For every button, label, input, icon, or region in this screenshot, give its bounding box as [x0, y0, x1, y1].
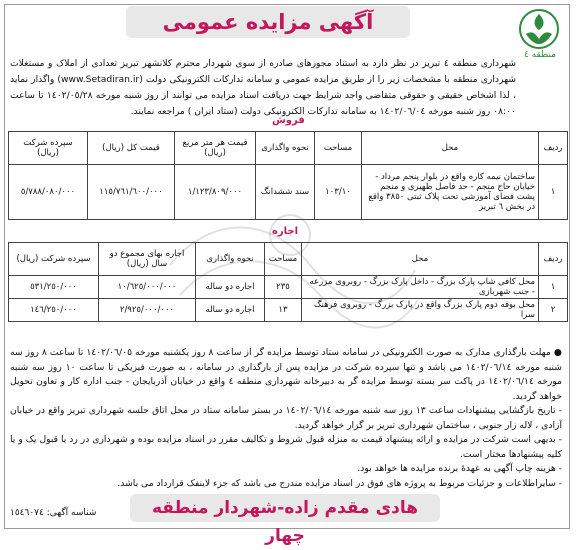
municipality-logo-icon — [518, 8, 560, 50]
cell-gheymat-kol: ١١٥/٧٦١/٦٠٠/٠٠٠ — [88, 165, 175, 220]
notes-section — [10, 346, 562, 491]
note-item: - سایراطلاعات و جزئیات مربوط به پروژه های فوق در اسناد مزایده مندرج می باشد که جزء لاینفک قرارداد می باشد. — [117, 477, 562, 489]
rent-table — [8, 242, 568, 322]
cell-gheymat-metr: ١/١٢٣/٨٠٩/٠٠٠ — [175, 165, 256, 220]
cell-mahal: محل بوفه دوم پارک بزرگ واقع در پارک بزرگ - روبروی فرهنگ سرا — [302, 299, 539, 322]
note-item: ● مهلت بارگذاری مدارک به صورت الکترونیکی در سامانه ستاد توسط مزایده گر از ساعت ٨ روز یکشنبه مورخه ١٤٠٢/٠٦/٠٥ تا ساعت ٨ روز سه شنبه مورخه ١٤٠٢/٠٦/١٤ می باشد و تنها سپرده شرکت در مزایده پس از بارگذاری در سامانه ، به صورت فیزیکی تا ساعت ١٠ روز سه شنبه مورخه ١٤٠٢/٠٦/١٤ در پاکت سر بسته توسط مزایده گر به دبیرخانه شهرداری منطقه ٤ واقع در خیابان آذربایجان - جنب اداره کار و تعاون تحویل خواهد گردید. — [10, 347, 562, 402]
logo-caption: منطقه ٤ — [523, 50, 556, 60]
col-ejare: اجاره بهای مجموع دو سال (ریال) — [99, 243, 196, 276]
col-mahal: محل — [362, 132, 539, 165]
signature-banner: هادی مقدم زاده-شهردار منطقه چهار — [130, 494, 440, 522]
col-seporde: سپرده شرکت (ریال) — [9, 243, 99, 276]
col-radif: ردیف — [539, 132, 568, 165]
ad-id: شناسه آگهی: ١٥٤٦٠٧٤ — [10, 508, 97, 518]
table-row — [9, 299, 568, 322]
col-nahve: نحوه واگذاری — [196, 243, 265, 276]
cell-radif: ٢ — [539, 299, 568, 322]
col-radif: ردیف — [539, 243, 568, 276]
note-item: - هزینه چاپ آگهی به عهدهٔ برنده مزایده ها خواهد بود. — [357, 463, 562, 474]
cell-nahve: اجاره دو ساله — [196, 299, 265, 322]
cell-mahal: محل کافی شاپ پارک بزرگ - داخل پارک بزرگ - روبروی مزرعه - جنب شهربازی — [302, 276, 539, 299]
page-title: آگهی مزایده عمومی — [126, 6, 410, 38]
cell-nahve: اجاره دو ساله — [196, 276, 265, 299]
cell-ejare: ١٠/٦٢٥/٠٠٠/٠٠٠ — [99, 276, 196, 299]
col-seporde: سپرده شرکت (ریال) — [9, 132, 88, 165]
col-nahve: نحوه واگذاری — [256, 132, 315, 165]
table-row — [9, 165, 568, 220]
cell-masahat: ١٠٣/١٠ — [315, 165, 362, 220]
intro-paragraph: شهرداری منطقه ٤ تبریز در نظر دارد به استناد مجوزهای صادره از سوی شهردار محترم کلانشهر تبریز تعدادی از املاک و مستغلات شهرداری منطقه با مشخصات زیر را از طریق مزایده عمومی و سامانه تدارکات الکترونیکی دولت (www.Setadiran.ir) واگذار نماید ، لذا اشخاص حقیقی و حقوقی متقاضی واجد شرایط جهت دریافت اسناد مزایده می توانند از روز شنبه مورخه ١٤٠٢/٠٥/٢٨ تا ساعت ٠٨:٠٠ روز شنبه مورخه ١٤٠٢/٠٦/٠٤ به سامانه تدارکات الکترونیکی دولت (ستاد ایران ) مراجعه نمایند. — [10, 58, 517, 117]
sale-section-title: فروش — [272, 115, 305, 126]
col-masahat: مساحت — [265, 243, 302, 276]
table-header-row — [9, 243, 568, 276]
cell-masahat: ٢٣٥ — [265, 276, 302, 299]
col-gheymat-metr: قیمت هر متر مربع (ریال) — [175, 132, 256, 165]
col-masahat: مساحت — [315, 132, 362, 165]
cell-masahat: ١٣ — [265, 299, 302, 322]
table-row — [9, 276, 568, 299]
cell-radif: ١ — [539, 165, 568, 220]
cell-seporde: ٥٣١/٢٥٠/٠٠٠ — [9, 276, 99, 299]
col-mahal: محل — [302, 243, 539, 276]
col-gheymat-kol: قیمت کل (ریال) — [88, 132, 175, 165]
note-item: - تاریخ بازگشایی پیشنهادات ساعت ١٣ روز سه شنبه مورخه ١٤٠٢/٠٦/١٤ در بستر سامانه ستاد در محل اتاق جلسه شهرداری تبریز واقع در خیابان آزادی ، لاله زار جنوبی ، ساختمان شهرداری تبریز بر گزار خواهد گردید. — [10, 405, 563, 431]
cell-seporde: ١٤٦/٢٥٠/٠٠٠ — [9, 299, 99, 322]
cell-seporde: ٥/٧٨٨/٠٨٠/٠٠٠ — [9, 165, 88, 220]
cell-mahal: ساختمان نیمه کاره واقع در بلوار پنجم مرداد - خیابان حاج منجم - حد فاصل ظهیری و منجم پشت فضای آموزشی تحت پلاک ثبتی ٣٨٥٠ واقع در بخش ٦ تبریز — [362, 165, 539, 220]
rent-section-title: اجاره — [272, 226, 299, 237]
cell-nahve: سند ششدانگ — [256, 165, 315, 220]
cell-ejare: ٢/٩٢٥/٠٠٠/٠٠٠ — [99, 299, 196, 322]
cell-radif: ١ — [539, 276, 568, 299]
sale-table — [8, 131, 568, 220]
note-item: - بدیهی است شرکت در مزایده و ارائه پیشنهاد قیمت به منزله قبول شروط و تکالیف مقرر در اسناد مزایده بوده و شهرداری در رد یا قبول یک و یا کلیه پیشنهادها مختار است. — [10, 434, 562, 460]
table-header-row — [9, 132, 568, 165]
